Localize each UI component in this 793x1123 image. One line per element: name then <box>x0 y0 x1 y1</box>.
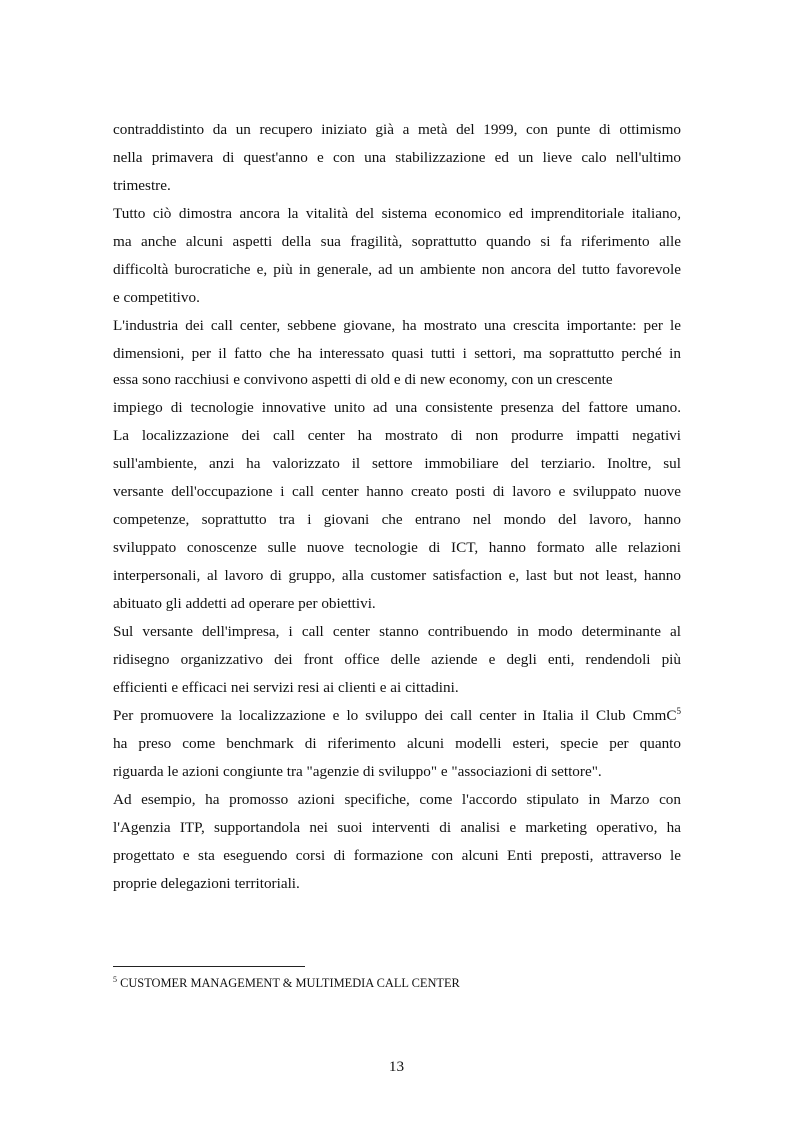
body-line: trimestre. <box>113 177 171 194</box>
body-line-text: Per promuovere la localizzazione e lo sviluppo dei call center in Italia il Club CmmC <box>113 707 677 724</box>
footnote-separator <box>113 966 305 967</box>
body-line: sull'ambiente, anzi ha valorizzato il settore immobiliare del terziario. Inoltre, sul <box>113 455 681 472</box>
body-line: ha preso come benchmark di riferimento alcuni modelli esteri, specie per quanto <box>113 735 681 752</box>
body-line: riguarda le azioni congiunte tra "agenzie di sviluppo" e "associazioni di settore". <box>113 763 602 780</box>
body-line: contraddistinto da un recupero iniziato già a metà del 1999, con punte di ottimismo <box>113 121 681 138</box>
body-line: progettato e sta eseguendo corsi di formazione con alcuni Enti preposti, attraverso le <box>113 847 681 864</box>
footnote-reference[interactable]: 5 <box>676 706 681 716</box>
body-line: Tutto ciò dimostra ancora la vitalità del sistema economico ed imprenditoriale italiano, <box>113 205 681 222</box>
body-line: dimensioni, per il fatto che ha interessato quasi tutti i settori, ma soprattutto perché in <box>113 345 681 362</box>
body-line: difficoltà burocratiche e, più in generale, ad un ambiente non ancora del tutto favorevole <box>113 261 681 278</box>
body-line: proprie delegazioni territoriali. <box>113 875 300 892</box>
body-line: essa sono racchiusi e convivono aspetti di old e di new economy, con un crescente <box>113 371 613 388</box>
body-line-with-footnote-ref <box>113 706 681 726</box>
body-line: abituato gli addetti ad operare per obiettivi. <box>113 595 376 612</box>
body-line: ridisegno organizzativo dei front office delle aziende e degli enti, rendendoli più <box>113 651 681 668</box>
body-line: interpersonali, al lavoro di gruppo, alla customer satisfaction e, last but not least, hanno <box>113 567 681 584</box>
body-line: e competitivo. <box>113 289 200 306</box>
body-line: La localizzazione dei call center ha mostrato di non produrre impatti negativi <box>113 427 681 444</box>
body-line: efficienti e efficaci nei servizi resi ai clienti e ai cittadini. <box>113 679 459 696</box>
body-line: Ad esempio, ha promosso azioni specifiche, come l'accordo stipulato in Marzo con <box>113 791 681 808</box>
body-line: Sul versante dell'impresa, i call center stanno contribuendo in modo determinante al <box>113 623 681 640</box>
footnote-marker: 5 <box>113 975 117 984</box>
footnote <box>113 975 460 991</box>
body-line: impiego di tecnologie innovative unito ad una consistente presenza del fattore umano. <box>113 399 681 416</box>
page-number: 13 <box>388 1058 405 1075</box>
body-line: competenze, soprattutto tra i giovani che entrano nel mondo del lavoro, hanno <box>113 511 681 528</box>
body-line: versante dell'occupazione i call center hanno creato posti di lavoro e sviluppato nuove <box>113 483 681 500</box>
body-line: l'Agenzia ITP, supportandola nei suoi interventi di analisi e marketing operativo, ha <box>113 819 681 836</box>
body-line: sviluppato conoscenze sulle nuove tecnologie di ICT, hanno formato alle relazioni <box>113 539 681 556</box>
body-line: L'industria dei call center, sebbene giovane, ha mostrato una crescita importante: per le <box>113 317 681 334</box>
footnote-text: CUSTOMER MANAGEMENT & MULTIMEDIA CALL CENTER <box>117 976 460 990</box>
body-line: ma anche alcuni aspetti della sua fragilità, soprattutto quando si fa riferimento alle <box>113 233 681 250</box>
body-line: nella primavera di quest'anno e con una stabilizzazione ed un lieve calo nell'ultimo <box>113 149 681 166</box>
